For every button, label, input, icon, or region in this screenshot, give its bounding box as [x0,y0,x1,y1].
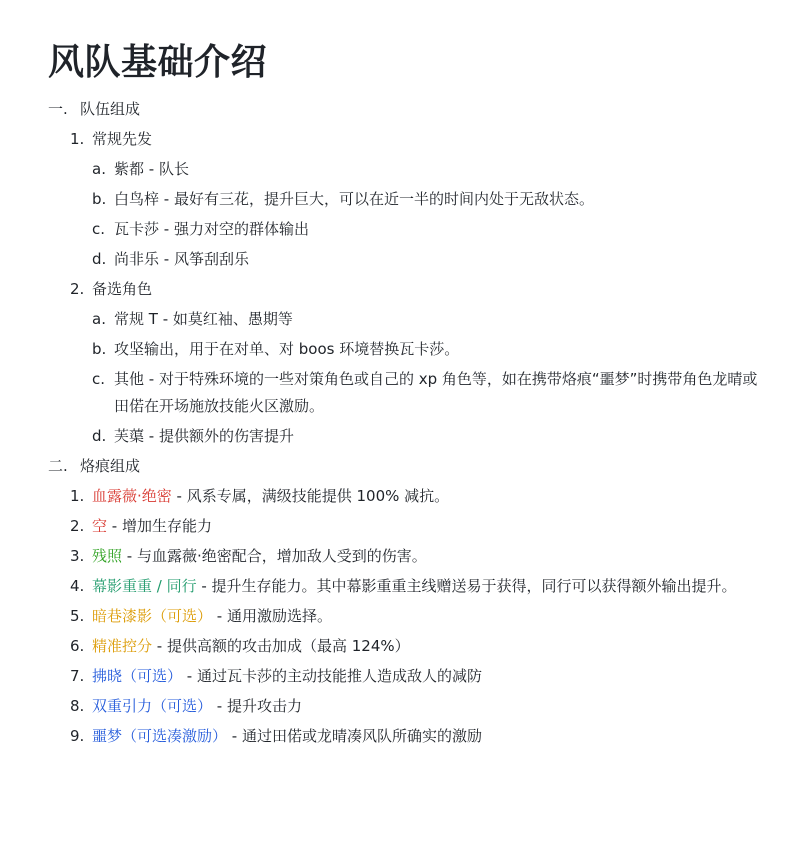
list-item-text: 白鸟梓 - 最好有三花，提升巨大，可以在近一半的时间内处于无敌状态。 [114,190,594,208]
list-item [48,723,758,750]
list-marker: b. [92,190,107,208]
list-item [48,246,758,273]
list-item [48,603,758,630]
list-item [48,186,758,213]
imprint-name: 双重引力（可选） [92,697,213,715]
list-item-text: 尚非乐 - 风筝刮刮乐 [114,250,249,268]
subsection-label: 常规先发 [92,130,153,148]
subsection-heading [48,276,758,303]
imprint-name: 血露薇·绝密 [92,487,172,505]
section-heading [48,96,758,123]
imprint-description: - 提升生存能力。其中幕影重重主线赠送易于获得，同行可以获得额外输出提升。 [196,577,737,595]
list-item [48,693,758,720]
list-item [48,366,758,420]
list-marker: d. [92,427,107,445]
imprint-name: 残照 [92,547,123,565]
section-label: 队伍组成 [80,100,141,118]
imprint-description: - 通过瓦卡莎的主动技能推人造成敌人的减防 [182,667,482,685]
list-marker: 一. [48,100,68,118]
document [48,38,758,750]
list-marker: 5. [70,607,85,625]
list-item-text: 其他 - 对于特殊环境的一些对策角色或自己的 xp 角色等，如在携带烙痕“噩梦”时携带角色龙晴或田偌在开场施放技能火区激励。 [114,370,758,415]
list-item-text: 瓦卡莎 - 强力对空的群体输出 [114,220,309,238]
imprint-description: - 提升攻击力 [212,697,302,715]
imprint-description: - 风系专属，满级技能提供 100% 减抗。 [171,487,450,505]
imprint-name: 精准控分 [92,637,153,655]
list-marker: 6. [70,637,85,655]
list-marker: 7. [70,667,85,685]
list-item [48,483,758,510]
list-item-text: 常规 T - 如莫红袖、愚期等 [114,310,293,328]
list-marker: b. [92,340,107,358]
list-marker: 2. [70,280,85,298]
list-marker: 4. [70,577,85,595]
list-item [48,543,758,570]
imprint-description: - 增加生存能力 [107,517,212,535]
list-item [48,423,758,450]
list-marker: a. [92,310,106,328]
imprint-name: 幕影重重 / 同行 [92,577,197,595]
subsection-heading [48,126,758,153]
list-marker: a. [92,160,106,178]
list-item-text: 紫都 - 队长 [114,160,189,178]
list-marker: 1. [70,487,85,505]
list-marker: 3. [70,547,85,565]
section-label: 烙痕组成 [80,457,141,475]
list-marker: 9. [70,727,85,745]
list-item [48,573,758,600]
list-marker: d. [92,250,107,268]
list-item [48,663,758,690]
page-title: 风队基础介绍 [48,42,268,83]
imprint-name: 拂晓（可选） [92,667,183,685]
section-heading [48,453,758,480]
list-item [48,513,758,540]
imprint-name: 空 [92,517,108,535]
imprint-description: - 通用激励选择。 [212,607,332,625]
imprint-name: 噩梦（可选凑激励） [92,727,228,745]
imprint-description: - 通过田偌或龙晴凑风队所确实的激励 [227,727,482,745]
imprint-name: 暗巷漆影（可选） [92,607,213,625]
list-item [48,216,758,243]
list-item-text: 芙蕖 - 提供额外的伤害提升 [114,427,294,445]
list-item [48,306,758,333]
imprint-description: - 提供高额的攻击加成（最高 124%） [152,637,410,655]
list-item [48,336,758,363]
imprint-description: - 与血露薇·绝密配合，增加敌人受到的伤害。 [122,547,427,565]
list-marker: c. [92,370,106,388]
list-marker: c. [92,220,106,238]
list-marker: 二. [48,457,68,475]
list-item-text: 攻坚输出，用于在对单、对 boos 环境替换瓦卡莎。 [114,340,460,358]
list-marker: 8. [70,697,85,715]
list-item [48,633,758,660]
list-marker: 1. [70,130,85,148]
subsection-label: 备选角色 [92,280,153,298]
list-marker: 2. [70,517,85,535]
list-item [48,156,758,183]
